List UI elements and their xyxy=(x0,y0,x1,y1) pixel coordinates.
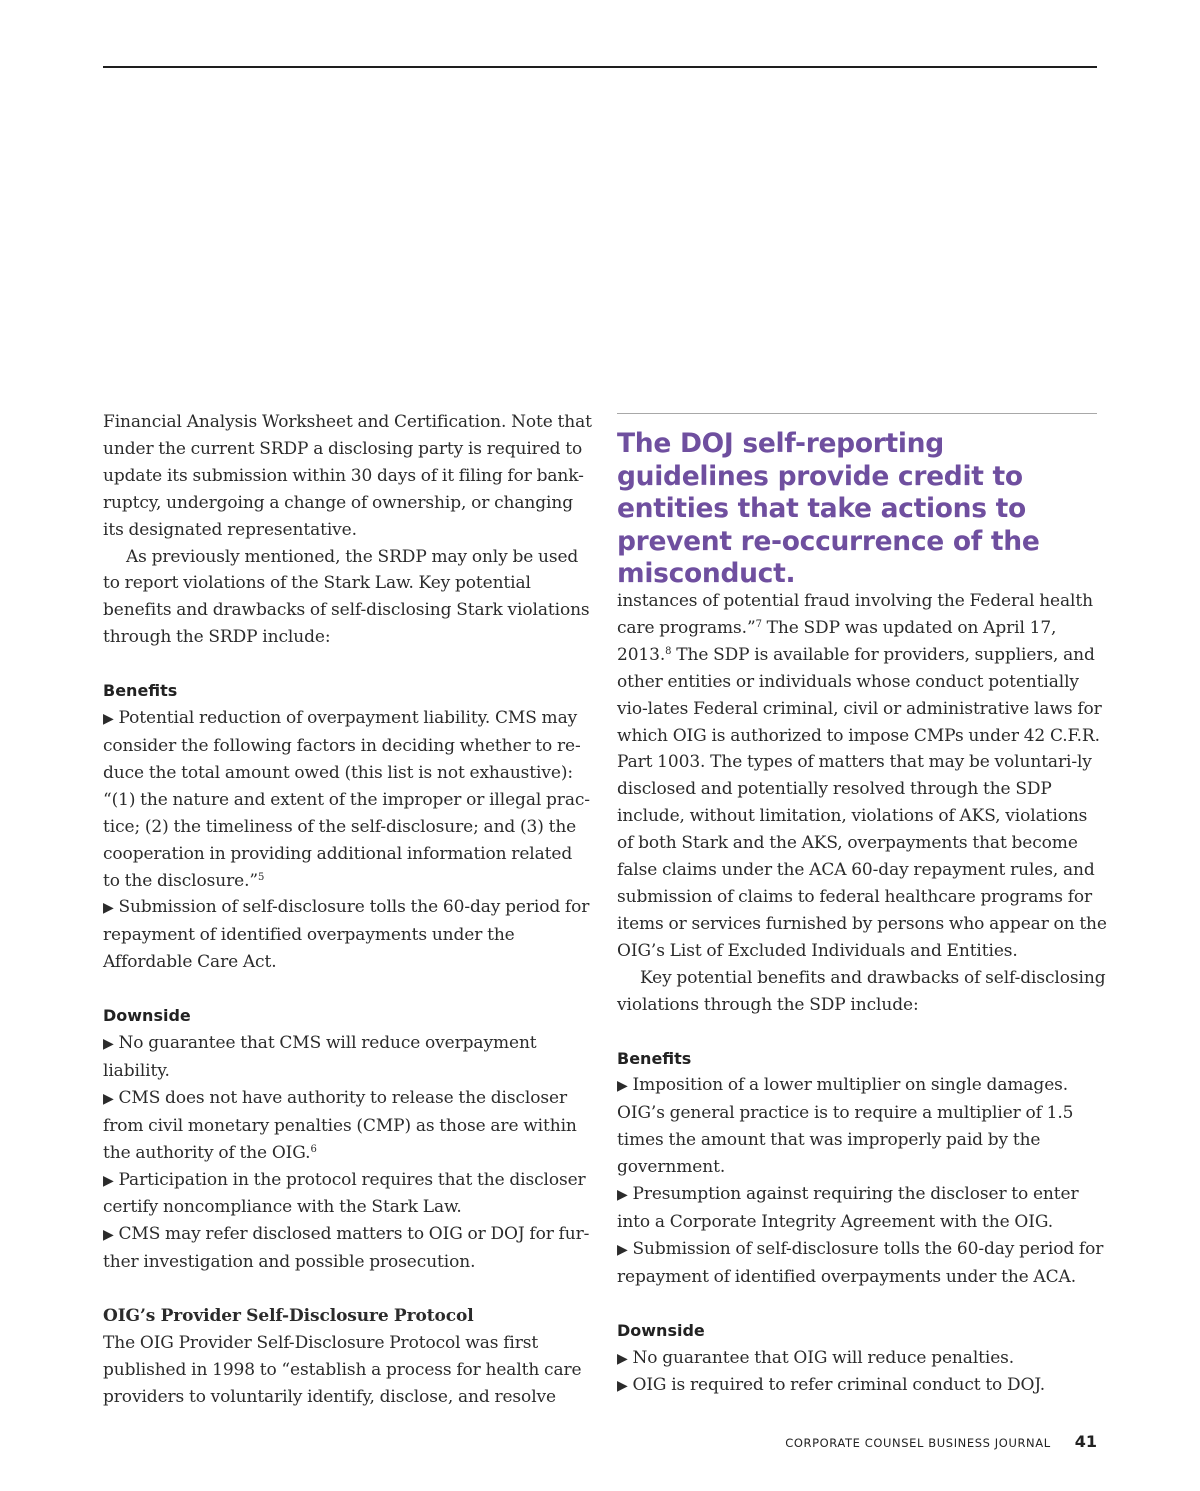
page-number: 41 xyxy=(1074,1432,1097,1451)
right-downside-heading: Downside xyxy=(617,1320,705,1340)
left-column xyxy=(103,409,593,1411)
right-column xyxy=(617,588,1107,1400)
left-benefits-heading: Benefits xyxy=(103,681,178,701)
list-item: ▶ OIG is required to refer criminal conduct to DOJ. xyxy=(617,1375,1046,1396)
list-item: ▶ No guarantee that CMS will reduce overpayment liability. xyxy=(103,1033,537,1081)
triangle-bullet-icon: ▶ xyxy=(103,711,114,728)
pull-quote: The DOJ self-reporting guidelines provide credit to entities that take actions to prevent re-occurrence of the misconduct. xyxy=(617,428,1040,589)
pull-quote-rule xyxy=(617,413,1097,414)
right-benefits-heading: Benefits xyxy=(617,1048,692,1068)
footnote-ref: 7 xyxy=(755,618,762,630)
top-rule xyxy=(103,66,1097,68)
triangle-bullet-icon: ▶ xyxy=(617,1378,628,1395)
list-item: ▶ Submission of self-disclosure tolls the 60-day period for repayment of identified overpayments under the Affordable Care Act. xyxy=(103,897,590,973)
triangle-bullet-icon: ▶ xyxy=(103,1090,114,1107)
list-item: ▶ Potential reduction of overpayment liability. CMS may consider the following factors in deciding whether to re-duce the total amount owed (this list is not exhaustive): “(1) the nature and extent of the improper or illegal prac-tice; (2) the timeliness of the self-disclosure; and (3) the cooperation in providing additional information related to the disclosure.”$^5$ xyxy=(103,708,590,891)
triangle-bullet-icon: ▶ xyxy=(617,1241,628,1258)
footnote-ref: 6 xyxy=(310,1143,317,1155)
oig-protocol-heading: OIG’s Provider Self-Disclosure Protocol xyxy=(103,1306,474,1327)
triangle-bullet-icon: ▶ xyxy=(103,900,114,917)
left-paragraph-1: Financial Analysis Worksheet and Certification. Note that under the current SRDP a disclosing party is required to update its submission within 30 days of it filing for bank-ruptcy, undergoing a change of ownership, or changing its designated representative. xyxy=(103,412,592,540)
list-item: ▶ Imposition of a lower multiplier on single damages. OIG’s general practice is to require a multiplier of 1.5 times the amount that was improperly paid by the government. xyxy=(617,1075,1074,1178)
triangle-bullet-icon: ▶ xyxy=(103,1227,114,1244)
footnote-ref: 8 xyxy=(665,645,672,657)
list-item: ▶ Submission of self-disclosure tolls the 60-day period for repayment of identified overpayments under the ACA. xyxy=(617,1238,1104,1287)
list-item: ▶ Presumption against requiring the discloser to enter into a Corporate Integrity Agreement with the OIG. xyxy=(617,1184,1079,1232)
triangle-bullet-icon: ▶ xyxy=(103,1172,114,1189)
triangle-bullet-icon: ▶ xyxy=(617,1187,628,1204)
list-item: ▶ CMS may refer disclosed matters to OIG or DOJ for fur-ther investigation and possible prosecution. xyxy=(103,1224,590,1273)
left-downside-heading: Downside xyxy=(103,1006,191,1026)
right-paragraph-1: instances of potential fraud involving the Federal health care programs.”$^7$ The SDP was updated on April 17, 2013.$^8$ The SDP is available for providers, suppliers, and other entities or individuals whose conduct potentially vio-lates Federal criminal, civil or administrative laws for which OIG is authorized to impose CMPs under 42 C.F.R. Part 1003. The types of matters that may be voluntari-ly disclosed and potentially resolved through the SDP include, without limitation, violations of AKS, violations of both Stark and the AKS, overpayments that become false claims under the ACA 60-day repayment rules, and submission of claims to federal healthcare programs for items or services furnished by persons who appear on the OIG’s List of Excluded Individuals and Entities. xyxy=(617,591,1107,961)
list-item: ▶ CMS does not have authority to release the discloser from civil monetary penalties (CMP) as those are within the authority of the OIG.$^6$ xyxy=(103,1087,577,1163)
right-paragraph-2: Key potential benefits and drawbacks of self-disclosing violations through the SDP include: xyxy=(617,967,1106,1015)
triangle-bullet-icon: ▶ xyxy=(617,1078,628,1095)
list-item: ▶ Participation in the protocol requires that the discloser certify noncompliance with the Stark Law. xyxy=(103,1169,586,1218)
triangle-bullet-icon: ▶ xyxy=(617,1350,628,1367)
triangle-bullet-icon: ▶ xyxy=(103,1036,114,1053)
journal-name: CORPORATE COUNSEL BUSINESS JOURNAL xyxy=(785,1436,1051,1450)
footnote-ref: 5 xyxy=(258,871,265,883)
list-item: ▶ No guarantee that OIG will reduce penalties. xyxy=(617,1347,1015,1368)
page-footer xyxy=(785,1432,1097,1451)
left-paragraph-2: As previously mentioned, the SRDP may only be used to report violations of the Stark Law. Key potential benefits and drawbacks of self-disclosing Stark violations through the SRDP include: xyxy=(103,546,590,648)
oig-protocol-paragraph: The OIG Provider Self-Disclosure Protocol was first published in 1998 to “establish a process for health care providers to voluntarily identify, disclose, and resolve xyxy=(103,1333,582,1407)
